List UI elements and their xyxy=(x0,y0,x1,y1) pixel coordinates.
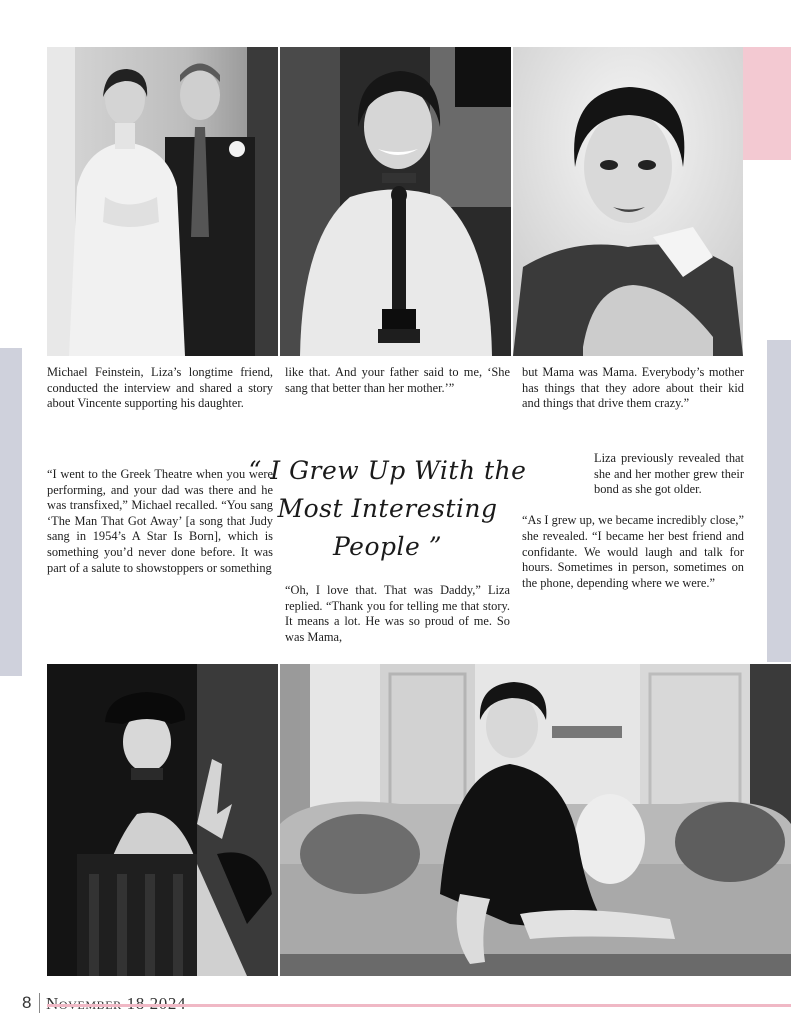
oscar-photo xyxy=(280,47,511,356)
pink-accent-block xyxy=(743,47,791,160)
article-col1-top xyxy=(47,365,273,412)
paragraph-liza-replied: “Oh, I love that. That was Daddy,” Liza replied. “Thank you for telling me that story. It means a lot. He was so proud of me. So was Mama, xyxy=(285,583,510,644)
pull-quote-line-3: People ” xyxy=(332,532,443,561)
paragraph-feinstein-intro: Michael Feinstein, Liza’s longtime friend, conducted the interview and shared a story about Vincente supporting his daughter. xyxy=(47,365,273,411)
paragraph-grew-up-close: “As I grew up, we became incredibly close,” she revealed. “I became her best friend and confidante. We would laugh and talk for hours. Sometimes in person, sometimes on the phone, depending where we were.” xyxy=(522,513,744,590)
footer-divider xyxy=(39,993,40,1013)
article-col2-top xyxy=(285,365,510,396)
portrait-photo xyxy=(513,47,743,356)
article-col3-top xyxy=(522,365,744,412)
paragraph-mama-was-mama: but Mama was Mama. Everybody’s mother has things that they adore about their kid and things that drive them crazy.” xyxy=(522,365,744,411)
right-gray-accent-bar xyxy=(767,340,791,662)
footer-rule xyxy=(47,1004,791,1007)
pull-quote xyxy=(200,452,575,566)
wedding-photo xyxy=(47,47,278,356)
paragraph-previously-revealed: Liza previously revealed that she and her mother grew their bond as she got older. xyxy=(594,451,744,497)
pull-quote-line-2: Most Interesting xyxy=(277,494,498,523)
left-gray-accent-bar xyxy=(0,348,22,676)
paragraph-greek-theatre: “I went to the Greek Theatre when you were performing, and your dad was there and he was transfixed,” Michael recalled. “You sang ‘The Man That Got Away’ [a song that Judy sang in 1954’s A Star Is Born], which is something you’d never done before. It was part of a salute to showstoppers or something xyxy=(47,467,273,575)
sofa-photo xyxy=(280,664,791,976)
article-col2-bottom xyxy=(285,583,510,645)
cabaret-photo xyxy=(47,664,278,976)
pull-quote-line-1: “ I Grew Up With the xyxy=(248,456,527,485)
page-number: 8 xyxy=(22,993,32,1012)
paragraph-father-said: like that. And your father said to me, ‘She sang that better than her mother.’” xyxy=(285,365,510,395)
